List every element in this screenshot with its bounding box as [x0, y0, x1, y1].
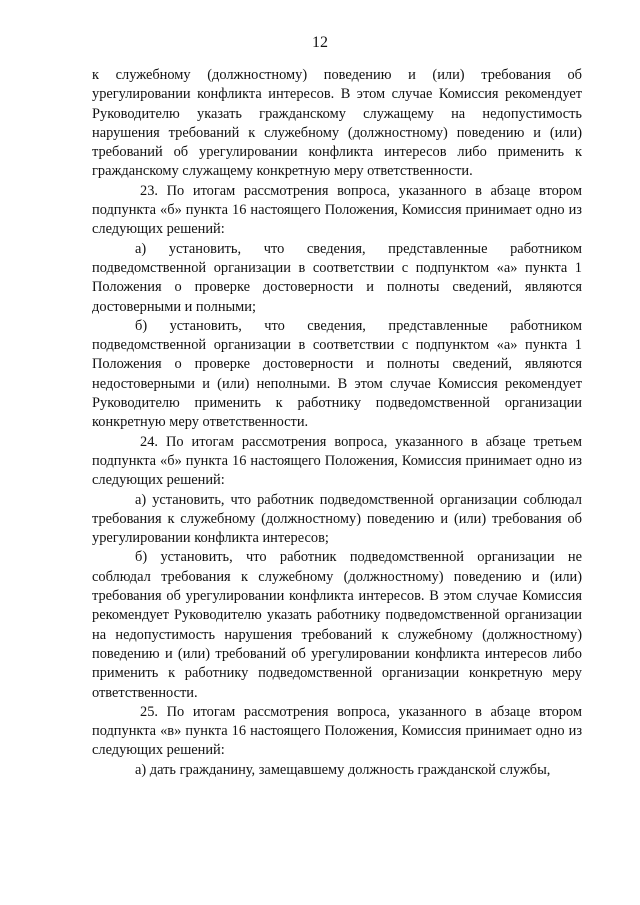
- paragraph-item-25: 25. По итогам рассмотрения вопроса, указанного в абзаце втором подпункта «в» пункта 16 настоящего Положения, Комиссия принимает одно из следующих решений:: [92, 703, 582, 759]
- page-number: 12: [312, 34, 328, 51]
- paragraph-item-24: 24. По итогам рассмотрения вопроса, указанного в абзаце третьем подпункта «б» пункта 16 настоящего Положения, Комиссия принимает одно из следующих решений:: [92, 433, 582, 489]
- paragraph-item-25-a: а) дать гражданину, замещавшему должность гражданской службы,: [135, 761, 551, 778]
- paragraph-continuation: к служебному (должностному) поведению и (или) требования об урегулировании конфликта интересов. В этом случае Комиссия рекомендует Руководителю указать гражданскому служащему на недопустимость нарушения требований к служебному (должностному) поведению и (или) требований об урегулировании конфликта интересов либо применить к гражданскому служащему конкретную меру ответственности.: [92, 67, 582, 180]
- paragraph-item-24-b: б) установить, что работник подведомственной организации не соблюдал требования к служебному (должностному) поведению и (или) требования об урегулировании конфликта интересов. В этом случае Комиссия рекомендует Руководителю указать работнику подведомственной организации на недопустимость нарушения требований к служебному (должностному) поведению и (или) требований об урегулировании конфликта интересов либо применить к работнику подведомственной организации конкретную меру ответственности.: [92, 549, 582, 701]
- paragraph-item-24-a: а) установить, что работник подведомственной организации соблюдал требования к служебному (должностному) поведению и (или) требования об урегулировании конфликта интересов;: [92, 491, 582, 547]
- paragraph-item-23: 23. По итогам рассмотрения вопроса, указанного в абзаце втором подпункта «б» пункта 16 настоящего Положения, Комиссия принимает одно из следующих решений:: [92, 182, 582, 238]
- paragraph-item-23-a: а) установить, что сведения, представленные работником подведомственной организации в соответствии с подпунктом «а» пункта 1 Положения о проверке достоверности и полноты сведений, являются достоверными и полными;: [92, 240, 582, 315]
- paragraph-item-23-b: б) установить, что сведения, представленные работником подведомственной организации в соответствии с подпунктом «а» пункта 1 Положения о проверке достоверности и полноты сведений, являются недостоверными и (или) неполными. В этом случае Комиссия рекомендует Руководителю применить к работнику подведомственной организации конкретную меру ответственности.: [92, 317, 582, 431]
- document-text: [92, 66, 582, 780]
